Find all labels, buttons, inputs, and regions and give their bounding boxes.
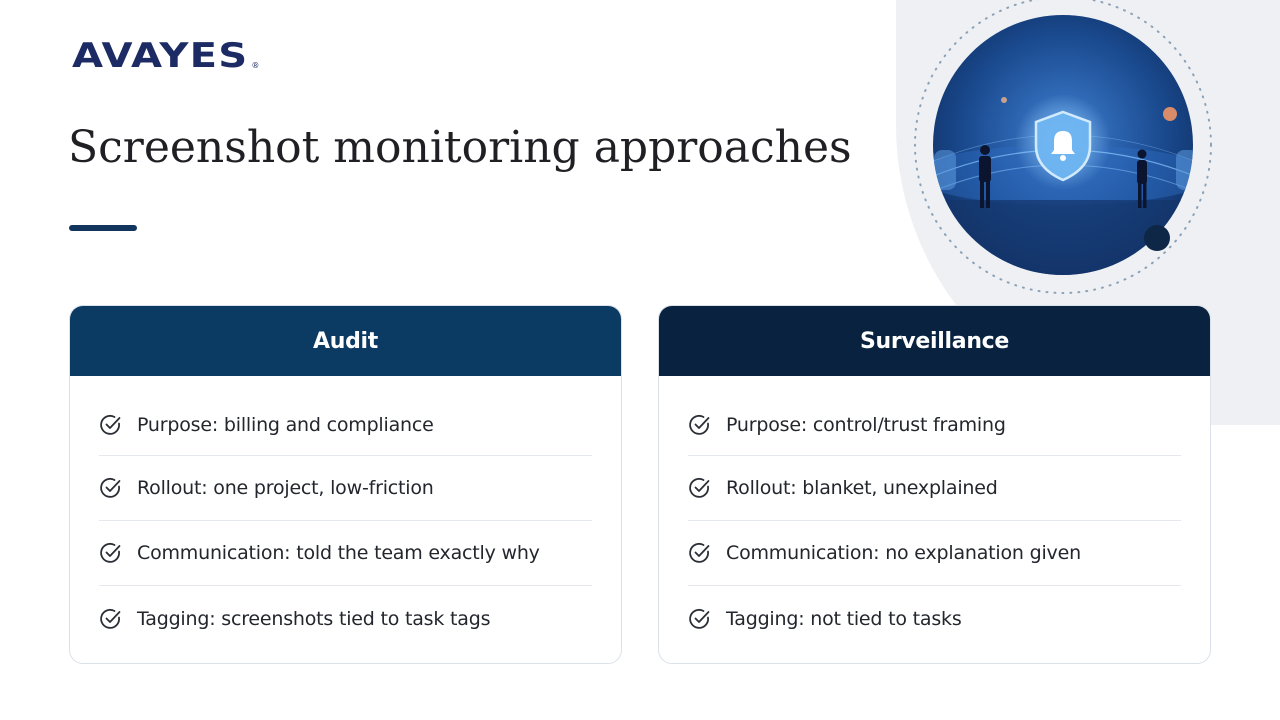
list-item-text: Tagging: screenshots tied to task tags	[137, 607, 491, 630]
check-circle-icon	[688, 607, 712, 631]
list-item	[99, 394, 592, 456]
registered-mark: ®	[251, 61, 260, 70]
list-item-text: Communication: told the team exactly why	[137, 542, 540, 564]
list-item	[688, 456, 1181, 521]
list-item-text: Communication: no explanation given	[726, 542, 1081, 564]
logo-text: AVAYES	[72, 36, 249, 76]
list-item-text: Rollout: one project, low-friction	[137, 477, 434, 499]
list-item	[99, 456, 592, 521]
check-circle-icon	[99, 413, 123, 437]
hero-illustration	[914, 0, 1214, 296]
title-underline	[69, 225, 137, 231]
audit-card-header: Audit	[70, 306, 621, 376]
check-circle-icon	[688, 476, 712, 500]
check-circle-icon	[688, 413, 712, 437]
check-circle-icon	[688, 541, 712, 565]
check-circle-icon	[99, 541, 123, 565]
list-item	[688, 521, 1181, 586]
check-circle-icon	[99, 476, 123, 500]
list-item-text: Purpose: control/trust framing	[726, 413, 1006, 436]
list-item-text: Tagging: not tied to tasks	[726, 607, 962, 630]
list-item	[688, 394, 1181, 456]
surveillance-card-header: Surveillance	[659, 306, 1210, 376]
audit-card	[69, 305, 622, 664]
list-item-text: Rollout: blanket, unexplained	[726, 477, 998, 499]
list-item	[99, 521, 592, 586]
surveillance-card	[658, 305, 1211, 664]
list-item	[99, 586, 592, 651]
check-circle-icon	[99, 607, 123, 631]
page-title: Screenshot monitoring approaches	[68, 122, 852, 173]
list-item	[688, 586, 1181, 651]
brand-logo	[72, 38, 259, 74]
security-shield-illustration	[914, 0, 1214, 296]
list-item-text: Purpose: billing and compliance	[137, 413, 434, 436]
